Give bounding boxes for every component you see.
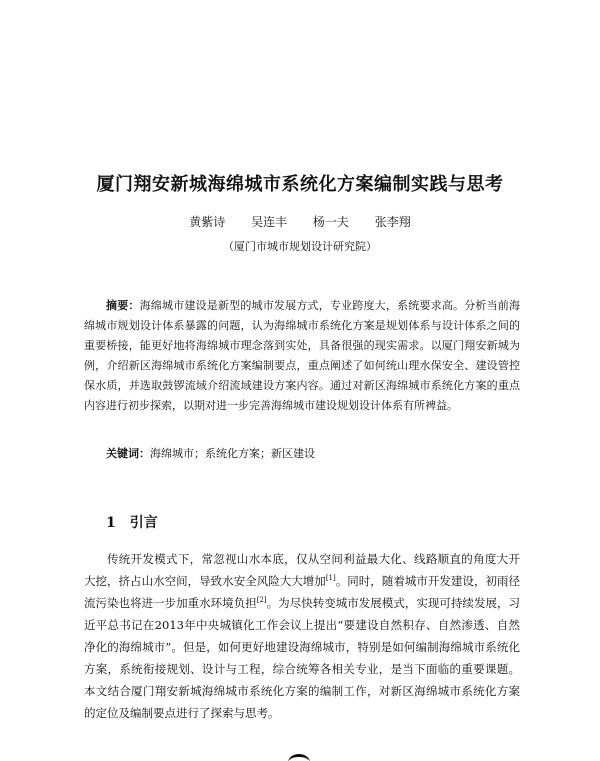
abstract-label: 摘要：	[106, 299, 140, 312]
author-name: 吴连丰	[251, 215, 288, 229]
keywords-label: 关键词：	[106, 447, 150, 460]
section-number: 1	[106, 515, 116, 531]
author-name: 黄紫诗	[189, 215, 226, 229]
keywords	[106, 446, 520, 462]
paragraph-text: 。同时，随着城市开发建设，初雨径流污染也将进一步加重水环境负担	[84, 574, 520, 610]
author-list	[0, 213, 600, 230]
abstract	[84, 296, 520, 416]
section-title: 引言	[129, 515, 158, 531]
keywords-text: 海绵城市；系统化方案；新区建设	[150, 447, 315, 460]
author-affiliation: （厦门市城市规划设计研究院）	[223, 240, 377, 253]
citation-ref: [2]	[256, 596, 267, 605]
section-heading	[106, 512, 158, 532]
paragraph-text: 。为尽快转变城市发展模式，实现可持续发展，习近平总书记在2013年中央城镇化工作会议上提出“要建设自然积存、自然渗透、自然净化的海绵城市”。但是，如何更好地建设海绵城市，特别是如何编制海绵城市系统化方案，系统衔接规划、设计与工程，综合统筹各相关专业，是当下面临的重要课题。本文结合厦门翔安新城海绵城市系统化方案的编制工作，对新区海绵城市系统化方案的定位及编制要点进行了探索与思考。	[84, 596, 520, 720]
author-name: 张李翔	[374, 215, 411, 229]
paper-title: 厦门翔安新城海绵城市系统化方案编制实践与思考	[96, 174, 504, 195]
paragraph-text: 传统开发模式下，常忽视山水本底，仅从空间利益最大化、线路顺直的角度大开大挖，挤占山水空间，导致水安全风险大大增加	[84, 552, 520, 588]
page-footer-mark	[288, 754, 310, 761]
author-name: 杨一夫	[312, 215, 349, 229]
citation-ref: [1]	[325, 574, 336, 583]
body-paragraph	[84, 548, 520, 724]
abstract-text: 海绵城市建设是新型的城市发展方式，专业跨度大，系统要求高。分析当前海绵城市规划设计体系暴露的问题，认为海绵城市系统化方案是规划体系与设计体系之间的重要桥接，能更好地将海绵城市理念落到实处，具备很强的现实需求。以厦门翔安新城为例，介绍新区海绵城市系统化方案编制要点，重点阐述了如何统山理水保安全、建设管控保水质，并选取鼓锣流域介绍流域建设方案内容。通过对新区海绵城市系统化方案的重点内容进行初步探索，以期对进一步完善海绵城市建设规划设计体系有所裨益。	[84, 299, 521, 412]
